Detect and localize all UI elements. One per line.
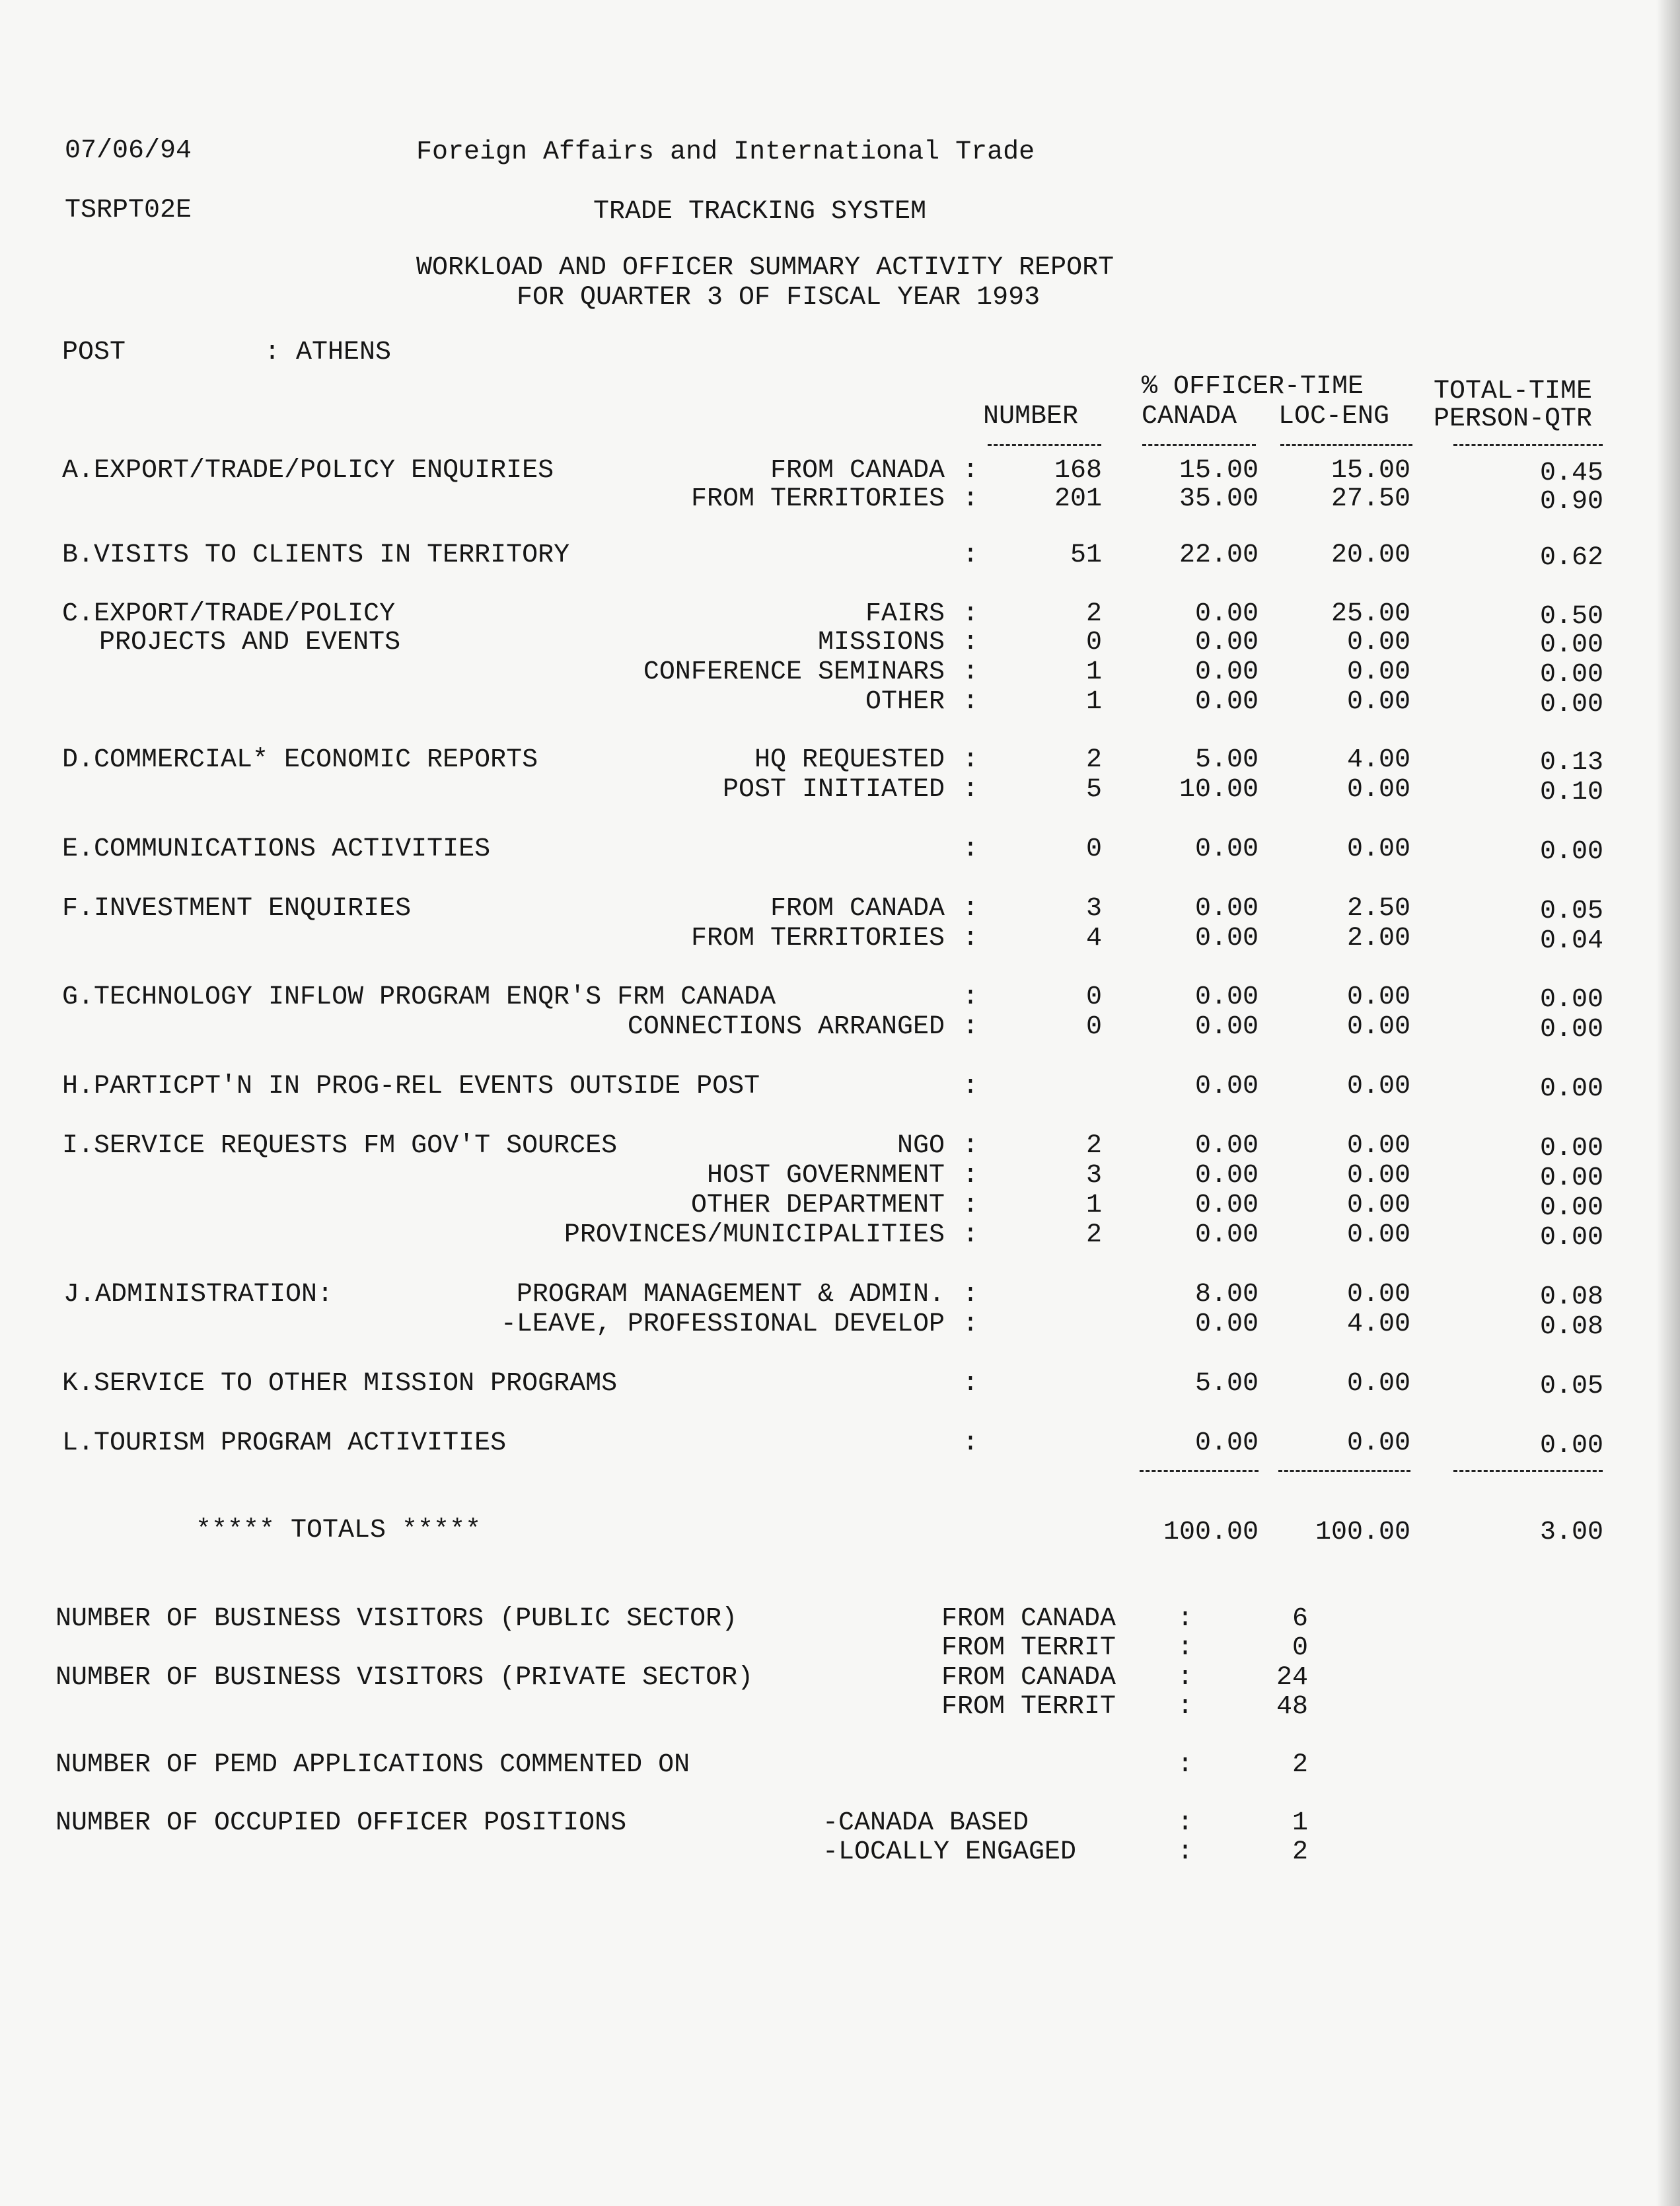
row-person-qtr: 0.50 [1539,602,1603,632]
summary-value: 6 [1292,1604,1308,1634]
summary-sub-label: -LOCALLY ENGAGED [822,1837,1077,1867]
row-subcategory: OTHER DEPARTMENT [690,1191,945,1220]
row-person-qtr: 0.00 [1539,690,1603,719]
row-canada-pct: 5.00 [1194,1369,1259,1399]
summary-label: NUMBER OF PEMD APPLICATIONS COMMENTED ON [55,1750,690,1780]
row-canada-pct: 0.00 [1194,894,1259,924]
summary-label: NUMBER OF BUSINESS VISITORS (PRIVATE SECTOR) [55,1663,754,1693]
row-subcategory: HOST GOVERNMENT [706,1161,945,1191]
row-number: 2 [1085,1220,1102,1250]
row-separator: : [963,687,979,717]
col-header-officer-time: % OFFICER-TIME [1142,372,1364,402]
row-number: 3 [1085,894,1102,924]
row-category: PROJECTS AND EVENTS [99,628,401,657]
summary-value: 2 [1292,1750,1308,1780]
summary-separator: : [1177,1837,1194,1867]
row-category: L.TOURISM PROGRAM ACTIVITIES [62,1428,507,1458]
summary-sub-label: FROM CANADA [941,1604,1116,1634]
row-person-qtr: 0.00 [1539,1074,1603,1104]
report-title-line2: FOR QUARTER 3 OF FISCAL YEAR 1993 [517,283,1041,313]
col-header-number: NUMBER [983,402,1079,431]
row-subcategory: HQ REQUESTED [754,745,945,775]
row-separator: : [963,894,979,924]
row-loc-eng-pct: 25.00 [1331,599,1410,629]
row-loc-eng-pct: 2.00 [1346,924,1410,953]
totals-rule-loc-eng [1278,1470,1410,1472]
row-canada-pct: 0.00 [1194,834,1259,864]
row-person-qtr: 0.00 [1539,985,1603,1015]
row-person-qtr: 0.00 [1539,837,1603,867]
row-person-qtr: 0.00 [1539,1223,1603,1253]
row-person-qtr: 0.00 [1539,1163,1603,1193]
row-subcategory: CONFERENCE SEMINARS [643,657,945,687]
row-separator: : [963,540,979,570]
summary-label: NUMBER OF OCCUPIED OFFICER POSITIONS [55,1808,627,1838]
row-loc-eng-pct: 0.00 [1346,1012,1410,1042]
row-loc-eng-pct: 0.00 [1346,834,1410,864]
row-loc-eng-pct: 2.50 [1346,894,1410,924]
row-loc-eng-pct: 4.00 [1346,1309,1410,1339]
row-loc-eng-pct: 0.00 [1346,1280,1410,1309]
row-loc-eng-pct: 0.00 [1346,1220,1410,1250]
report-title-line1: WORKLOAD AND OFFICER SUMMARY ACTIVITY REPORT [416,253,1114,283]
row-person-qtr: 0.00 [1539,1134,1603,1163]
header-rule-number [988,444,1101,446]
row-loc-eng-pct: 0.00 [1346,1191,1410,1220]
row-loc-eng-pct: 20.00 [1331,540,1410,570]
row-person-qtr: 0.00 [1539,630,1603,660]
row-canada-pct: 0.00 [1194,1428,1259,1458]
summary-label: NUMBER OF BUSINESS VISITORS (PUBLIC SECTOR) [55,1604,738,1634]
row-canada-pct: 22.00 [1179,540,1259,570]
row-loc-eng-pct: 0.00 [1346,1161,1410,1191]
row-category: B.VISITS TO CLIENTS IN TERRITORY [62,540,570,570]
row-loc-eng-pct: 15.00 [1331,456,1410,486]
row-number: 1 [1085,657,1102,687]
summary-value: 2 [1292,1837,1308,1867]
row-separator: : [963,775,979,805]
summary-separator: : [1177,1808,1194,1838]
row-canada-pct: 0.00 [1194,657,1259,687]
row-separator: : [963,456,979,486]
row-canada-pct: 0.00 [1194,687,1259,717]
row-category: J.ADMINISTRATION: [63,1280,334,1309]
row-separator: : [963,1309,979,1339]
col-header-total-time: TOTAL-TIME [1434,377,1593,406]
totals-rule-person-qtr [1453,1470,1603,1472]
row-loc-eng-pct: 0.00 [1346,1131,1410,1161]
row-loc-eng-pct: 0.00 [1346,657,1410,687]
row-subcategory: MISSIONS [817,628,945,657]
row-subcategory: POST INITIATED [722,775,945,805]
row-canada-pct: 8.00 [1194,1280,1259,1309]
report-id: TSRPT02E [65,196,192,225]
row-number: 1 [1085,687,1102,717]
row-subcategory: CONNECTIONS ARRANGED [627,1012,945,1042]
row-number: 201 [1054,484,1102,514]
totals-canada: 100.00 [1163,1518,1259,1547]
row-subcategory: FROM TERRITORIES [690,484,945,514]
row-separator: : [963,745,979,775]
summary-separator: : [1177,1633,1194,1663]
row-category: G.TECHNOLOGY INFLOW PROGRAM ENQR'S FRM CANADA [62,982,776,1012]
row-person-qtr: 0.00 [1539,1193,1603,1223]
summary-separator: : [1177,1750,1194,1780]
row-canada-pct: 15.00 [1179,456,1259,486]
col-header-loc-eng: LOC-ENG [1278,402,1390,431]
row-category: C.EXPORT/TRADE/POLICY [62,599,396,629]
row-number: 0 [1085,628,1102,657]
row-number: 0 [1085,982,1102,1012]
page-edge-shadow [1656,0,1680,2206]
row-subcategory: OTHER [865,687,945,717]
row-category: F.INVESTMENT ENQUIRIES [62,894,412,924]
summary-sub-label: -CANADA BASED [822,1808,1029,1838]
row-separator: : [963,1012,979,1042]
row-number: 2 [1085,745,1102,775]
row-canada-pct: 0.00 [1194,1220,1259,1250]
department-name: Foreign Affairs and International Trade [416,137,1035,167]
row-canada-pct: 0.00 [1194,1012,1259,1042]
row-separator: : [963,1161,979,1191]
row-separator: : [963,1072,979,1101]
row-person-qtr: 0.00 [1539,1015,1603,1045]
row-subcategory: NGO [896,1131,945,1161]
row-person-qtr: 0.08 [1539,1312,1603,1342]
col-header-canada: CANADA [1142,402,1237,431]
totals-rule-canada [1140,1470,1259,1472]
row-person-qtr: 0.90 [1539,487,1603,517]
row-person-qtr: 0.00 [1539,1431,1603,1461]
row-category: A.EXPORT/TRADE/POLICY ENQUIRIES [62,456,554,486]
summary-separator: : [1177,1604,1194,1634]
row-person-qtr: 0.62 [1539,543,1603,573]
header-rule-loc-eng [1280,444,1412,446]
col-header-person-qtr: PERSON-QTR [1434,404,1593,434]
row-number: 5 [1085,775,1102,805]
row-category: I.SERVICE REQUESTS FM GOV'T SOURCES [62,1131,618,1161]
row-loc-eng-pct: 0.00 [1346,982,1410,1012]
row-canada-pct: 0.00 [1194,1191,1259,1220]
report-date: 07/06/94 [65,136,192,166]
row-person-qtr: 0.05 [1539,1372,1603,1401]
system-name: TRADE TRACKING SYSTEM [593,197,927,227]
row-separator: : [963,834,979,864]
row-category: E.COMMUNICATIONS ACTIVITIES [62,834,491,864]
row-canada-pct: 0.00 [1194,1131,1259,1161]
summary-value: 24 [1276,1663,1308,1693]
header-rule-canada [1142,444,1256,446]
row-person-qtr: 0.04 [1539,926,1603,956]
row-person-qtr: 0.08 [1539,1282,1603,1312]
row-canada-pct: 5.00 [1194,745,1259,775]
row-separator: : [963,1428,979,1458]
row-subcategory: -LEAVE, PROFESSIONAL DEVELOP [500,1309,945,1339]
row-loc-eng-pct: 0.00 [1346,1428,1410,1458]
summary-separator: : [1177,1663,1194,1693]
row-separator: : [963,1220,979,1250]
row-canada-pct: 0.00 [1194,982,1259,1012]
row-number: 4 [1085,924,1102,953]
row-separator: : [963,924,979,953]
row-category: H.PARTICPT'N IN PROG-REL EVENTS OUTSIDE POST [62,1072,760,1101]
row-number: 51 [1070,540,1102,570]
row-person-qtr: 0.00 [1539,660,1603,690]
summary-value: 48 [1276,1692,1308,1722]
row-number: 0 [1085,1012,1102,1042]
row-separator: : [963,1369,979,1399]
row-canada-pct: 0.00 [1194,1161,1259,1191]
row-person-qtr: 0.10 [1539,778,1603,807]
summary-value: 1 [1292,1808,1308,1838]
totals-person-qtr: 3.00 [1539,1518,1603,1547]
row-subcategory: FROM CANADA [770,456,945,486]
row-loc-eng-pct: 0.00 [1346,687,1410,717]
totals-loc-eng: 100.00 [1315,1518,1410,1547]
summary-value: 0 [1292,1633,1308,1663]
totals-label: ***** TOTALS ***** [196,1516,482,1545]
row-canada-pct: 35.00 [1179,484,1259,514]
post-label: POST [62,338,126,367]
row-loc-eng-pct: 0.00 [1346,775,1410,805]
row-separator: : [963,599,979,629]
row-person-qtr: 0.45 [1539,459,1603,488]
row-number: 168 [1054,456,1102,486]
header-rule-person-qtr [1453,444,1603,446]
row-loc-eng-pct: 27.50 [1331,484,1410,514]
row-canada-pct: 0.00 [1194,924,1259,953]
row-canada-pct: 10.00 [1179,775,1259,805]
row-canada-pct: 0.00 [1194,1072,1259,1101]
post-value: : ATHENS [264,338,392,367]
row-separator: : [963,657,979,687]
summary-sub-label: FROM TERRIT [941,1692,1116,1722]
row-canada-pct: 0.00 [1194,1309,1259,1339]
row-separator: : [963,982,979,1012]
row-person-qtr: 0.13 [1539,748,1603,778]
row-subcategory: FROM CANADA [770,894,945,924]
row-number: 1 [1085,1191,1102,1220]
row-loc-eng-pct: 0.00 [1346,628,1410,657]
row-category: D.COMMERCIAL* ECONOMIC REPORTS [62,745,538,775]
row-subcategory: PROGRAM MANAGEMENT & ADMIN. [516,1280,945,1309]
row-subcategory: FAIRS [865,599,945,629]
row-loc-eng-pct: 4.00 [1346,745,1410,775]
row-category: K.SERVICE TO OTHER MISSION PROGRAMS [62,1369,618,1399]
row-canada-pct: 0.00 [1194,599,1259,629]
row-number: 3 [1085,1161,1102,1191]
row-number: 2 [1085,1131,1102,1161]
row-person-qtr: 0.05 [1539,897,1603,926]
row-canada-pct: 0.00 [1194,628,1259,657]
row-separator: : [963,628,979,657]
row-subcategory: FROM TERRITORIES [690,924,945,953]
row-number: 2 [1085,599,1102,629]
row-separator: : [963,1191,979,1220]
summary-sub-label: FROM TERRIT [941,1633,1116,1663]
row-separator: : [963,1131,979,1161]
summary-separator: : [1177,1692,1194,1722]
row-separator: : [963,484,979,514]
row-number: 0 [1085,834,1102,864]
row-loc-eng-pct: 0.00 [1346,1369,1410,1399]
row-loc-eng-pct: 0.00 [1346,1072,1410,1101]
row-subcategory: PROVINCES/MUNICIPALITIES [564,1220,945,1250]
row-separator: : [963,1280,979,1309]
summary-sub-label: FROM CANADA [941,1663,1116,1693]
